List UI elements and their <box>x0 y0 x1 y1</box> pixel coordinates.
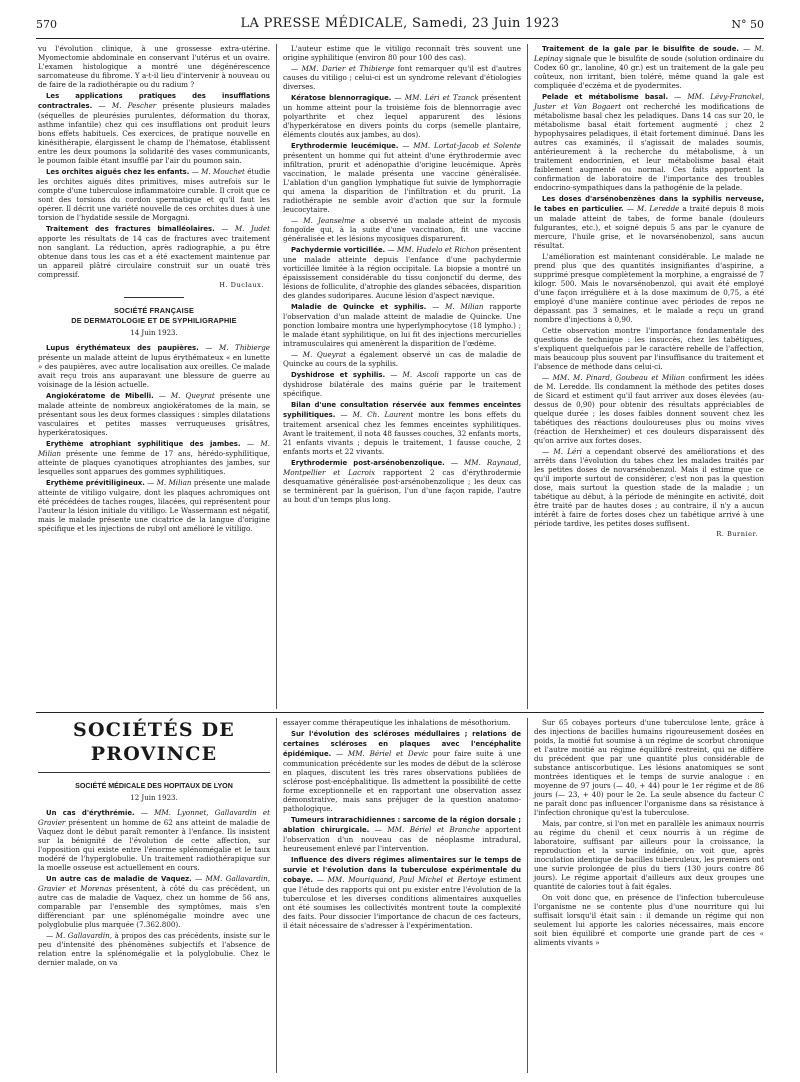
article-author: — M. Ch. Laurent <box>340 410 414 419</box>
article-title: Erythème atrophiant syphilitique des jambes. <box>46 440 241 448</box>
article-title: Un cas d'érythrémie. <box>46 809 135 817</box>
article-text: rapportent 2 cas d'érythrodermie desquamative généralisée post-arsénobenzolique ; les deux cas se terminèrent par la guérison, l'un d'une façon rapide, l'autre au bout d'un temps plus long. <box>283 468 521 504</box>
article-text: présentent un homme qui fut atteint d'une érythrodermie avec infiltration, prurit et adénopathie d'origine leucémique. Après vaccination, le malade présenta une vaccine généralisée. L'ablation d'un ganglion lymphatique fut suivie de lymphorragie qui amena la disparition de l'infiltration et du prurit. La radiothérapie ne semble avoir d'action que sur la formule leucocytaire. <box>283 151 521 214</box>
paragraph: Mais, par contre, si l'on met en parallèle les animaux nourris au régime du chenil et ceux nourris à un régime de laboratoire, suffisant par ailleurs pour la croissance, la reproduction et la survie indéfinie, on voit que, après inoculation identique de bacilles tuberculeux, les premiers ont une survie prolongée de plus du tiers (130 jours contre 86 jours). Le régime apportait d'ailleurs aux deux groupes une quantité de calories tout à fait égales. <box>534 819 764 891</box>
article <box>534 194 764 250</box>
section-title: SOCIÉTÉS DE PROVINCE <box>73 719 235 765</box>
article-author: — MM. Hudelo et Richon <box>387 245 480 254</box>
article-author: — MM. Bériel et Branche <box>374 825 480 834</box>
column-divider <box>527 44 528 709</box>
issue-number: N° 50 <box>731 18 764 31</box>
article-title: Influence des divers régimes alimentaires sur le temps de survie et l'évolution dans la tuberculose expérimentale du cobaye. <box>283 856 521 884</box>
article-author: — M. Milian <box>38 439 270 458</box>
column-6 <box>534 718 764 949</box>
article <box>38 478 270 533</box>
article-author: — M. Ascoli <box>390 370 439 379</box>
article-author: — MM. Léri et Tzanck <box>394 93 479 102</box>
paragraph: Sur 65 cobayes porteurs d'une tuberculose lente, grâce à des injections de bacilles humains rigoureusement dosées en poids, la moitié fut soumise à un régime de scorbut chronique et l'autre moitié au régime équilibré restreint, qui ne diffère du précédent que par une quantité plus considérable de substance antiscorbutique. Les lésions anatomiques se sont montrées identiques et le temps de survie analogue : en moyenne de 97 jours (— 40, + 44) pour le 1er régime et de 86 jours (— 23, + 40) pour le 2e. La seule absence du facteur C ne paraît donc pas influencer l'organisme dans sa résistance à l'infection chronique qu'est la tuberculose. <box>534 718 764 817</box>
article <box>38 808 270 872</box>
article-author: — M. Mouchet <box>191 167 245 176</box>
article-text: pour faire suite à une communication précédente sur les modes de début de la sclérose en plaques, discutent les très rares observations publiées de sclérose post-encéphalitique. Ils admettent la possibilité de cette forme exceptionnelle et en rapportant une observation assez démonstrative, mais sans préjuger de la question anatomo-pathologique. <box>283 749 521 813</box>
article <box>38 439 270 476</box>
session-date: 12 Juin 1923. <box>130 794 178 802</box>
article-title: Traitement de la gale par le bisulfite de soude. <box>542 45 739 53</box>
article-author: — M. Jeanselme <box>291 216 356 225</box>
article <box>38 343 270 389</box>
article-author: — M. Judet <box>221 224 270 233</box>
session-date: 14 Juin 1923. <box>130 329 178 337</box>
society-title: SOCIÉTÉ MÉDICALE DES HOPITAUX DE LYON <box>75 782 233 790</box>
title-rule <box>38 772 270 773</box>
article-title: Kératose blennorragique. <box>291 94 392 102</box>
article-text: montre les bons effets du traitement arsenical chez les femmes enceintes syphilitiques. Avant le traitement, il nota 48 fausses couches, 32 enfants morts, 21 enfants vivants ; depuis le traitement, 1 fausse couche, 2 enfants morts et 22 vivants. <box>283 410 521 456</box>
article-title: Erythrodermie leucémique. <box>291 142 399 150</box>
article <box>283 245 521 300</box>
article-text: ont recherché les modifications de métabolisme basal chez les peladiques. Dans 14 cas sur 20, le métabolisme basal était fortement augmenté ; chez 2 hypophysaires peladiques, il était fortement diminué. Dans les autres cas examinés, il s'agissait de malades soumis, antérieurement à la recherche du métabolisme, à un traitement endocrinien, et leur métabolisme basal était faiblement augmenté ou normal. Ces faits apportent la confirmation de laboratoire de l'importance des troubles endocrino-sympathiques dans la pathogénie de la pelade. <box>534 102 764 192</box>
article-text: rapporte l'observation d'un malade atteint de maladie de Quincke. Une ponction lombaire montra une hyperlymphocytose (18 lympho.) ; le malade étant syphilitique, on lui fit des injections mercurielles intramusculaires qui amenèrent la disparition de l'œdème. <box>283 302 521 348</box>
article-author: — MM. Lortat-Jacob et Solente <box>402 141 521 150</box>
article-title: Pelade et métabolisme basal. <box>542 93 669 101</box>
article <box>283 350 521 368</box>
article-author: — MM. Lyonnet, Gallavardin et Gravier <box>38 808 270 827</box>
article-author: — M. Milian <box>147 478 192 487</box>
article-title: Sur l'évolution des scléroses médullaires ; relations de certaines scléroses en plaques avec l'encéphalite épidémique. <box>283 730 521 758</box>
article-author: — MM. M. Pinard, Goubeau et Milian <box>542 373 685 382</box>
article-text: à propos des cas précédents, insiste sur le peu d'intensité des phénomènes subjectifs et l'absence de relation entre la splénomégalie et la polyglobulie. Chez le dernier malade, on va <box>38 931 271 967</box>
article <box>38 91 270 165</box>
article <box>283 400 521 456</box>
article-text: présente une malade atteinte de vitiligo vulgaire, dont les plaques achromiques ont été précédées de taches rouges, lilacées, qui représentent pour l'auteur la lésion initiale du vitiligo. Le Wassermann est négatif, mais le malade présente une cicatrice de la langue d'origine spécifique et les injections de rubyl ont amélioré le vitiligo. <box>38 478 270 533</box>
article-author: — M. Queyrat <box>158 391 215 400</box>
article-text: présente un malade atteint de lupus érythémateux « en lunette » des paupières, avec autre localisation aux oreilles. Ce malade avait reçu trois ans auparavant une blessure de guerre au voisinage de la lésion actuelle. <box>38 353 270 389</box>
article <box>38 224 270 279</box>
article-title: Les orchites aiguës chez les enfants. <box>46 168 190 176</box>
article-text: font remarquer qu'il est d'autres causes du vitiligo ; celui-ci est un syndrome relevant d'étiologies diverses. <box>283 64 522 91</box>
article-title: Traitement des fractures bimalléolaires. <box>46 225 215 233</box>
section-rule <box>124 297 184 298</box>
article-author: — M. Thibierge <box>205 343 270 352</box>
article-text: a observé un malade atteint de mycosis fongoïde qui, à la suite d'une vaccination, fit une vaccine généralisée et les lésions mycosiques disparurent. <box>283 216 521 243</box>
article <box>283 458 521 504</box>
column-divider <box>276 718 277 1073</box>
paragraph: On voit donc que, en présence de l'infection tuberculeuse l'organisme ne se contente plus d'une nourriture qui lui suffisait lorsqu'il était sain : il demande un régime qui non seulement lui apporte les calories nécessaires, mais encore soit bien équilibré et comporte une grande part de ces « aliments vivants » <box>534 893 764 947</box>
article-title: Pachydermie vorticillée. <box>291 246 386 254</box>
journal-title: LA PRESSE MÉDICALE, Samedi, 23 Juin 1923 <box>240 16 560 31</box>
article-text: estiment que l'étude des rapports qui ont pu exister entre l'évolution de la tuberculose et les diverses conditions alimentaires auxquelles ont été soumises les collectivités montrent toute la complexité des faits. Pour dissocier l'importance de chacun de ces facteurs, il était nécessaire de s'adresser à l'expérimentation. <box>283 875 521 930</box>
article-text: a également observé un cas de maladie de Quincke au cours de la syphilis. <box>283 350 521 368</box>
article-author: — M. Gallavardin, <box>46 931 112 940</box>
article-author: — MM. Bériel et Devic <box>336 749 429 758</box>
article-author: — M. Milian <box>432 302 484 311</box>
article-text: confirment les idées de M. Leredde. Ils condamnent la méthode des petites doses de Sicard et estiment qu'il faut arriver aux doses élevées (au-dessus de 0,90) pour obtenir des résultats appréciables de quelque durée ; les doses faibles donnent souvent chez les tabétiques des réactions douloureuses plus ou moins vives (réaction de Herxheimer) et ces douleurs disparaissent dès qu'on arrive aux fortes doses. <box>534 373 764 445</box>
article-author: — MM. Mouriquand, Paul Michel et Bertoye <box>316 875 486 884</box>
article <box>283 216 521 243</box>
article <box>283 815 521 853</box>
intro-paragraph: L'auteur estime que le vitiligo reconnaît très souvent une origine syphilitique (environ 80 pour 100 des cas). <box>283 44 521 62</box>
intro-paragraph: essayer comme thérapeutique les inhalations de mésothorium. <box>283 718 511 727</box>
header-rule <box>36 38 764 39</box>
article-text: a cependant observé des améliorations et des arrêts dans l'évolution du tabes chez les malades traités par les petites doses de novarsénobenzol. Mais il estime que ce qu'il importe surtout de considérer, c'est non pas la question dose, mais surtout la question stade de la maladie ; un tabétique au début, à la période de méningite en activité, doit être traité par de hautes doses ; au contraire, il n'y a aucun intérêt à faire de fortes doses chez un tabétique arrivé à une période tardive, les petites doses suffisent. <box>534 447 764 528</box>
article-text: présente plusieurs malades (séquelles de pleurésies purulentes, déformation du thorax, asthme infantile) chez qui ces insufflations ont produit leurs bons effets habituels. Ces exercices, de pratique nouvelle en kinésithérapie, élargissent le champ de l'hématose, établissent entre les deux poumons la solidarité des vases communicants, le poumon faible étant insufflé par l'air du poumon sain. <box>38 101 271 165</box>
column-divider <box>527 718 528 1073</box>
article-text: a traité depuis 8 mois un malade atteint de tabes, de forme banale (douleurs fulgurantes, etc.), et soigné depuis 5 ans par le cyanure de mercure, l'huile grise, et le novarsénobenzol, sans aucun résultat. <box>534 204 764 250</box>
section-separator <box>36 712 764 713</box>
column-divider <box>276 44 277 709</box>
column-2 <box>283 44 521 506</box>
article-text: présentent un homme de 62 ans atteint de maladie de Vaquez dont le début paraît remonter à l'enfance. Ils insistent sur la bénignité de l'évolution de cette affection, sur l'opposition qui existe entre l'énorme splénomégalie et le taux modéré de l'hyperglobulie. Un traitement radiothérapique sur la moelle osseuse est actuellement en cours. <box>38 818 270 872</box>
article <box>283 729 521 813</box>
article-text: présentent une malade atteinte depuis l'enfance d'une pachydermie vorticillée limitée à la région occipitale. La biopsie a montré un épaississement considérable du tissu conjonctif du derme, des lésions de folliculite, d'atrophie des glandes sébacées, disparition des glandes sudoripares. Aucune lésion d'aspect nævique. <box>283 245 522 300</box>
signature: R. Burnier. <box>716 530 758 538</box>
article-title: Dyshidrose et syphilis. <box>291 371 386 379</box>
article <box>534 44 764 90</box>
society-title: SOCIÉTÉ FRANÇAISE <box>113 306 195 315</box>
article-title: Les applications pratiques des insufflations contractrales. <box>38 92 270 110</box>
article-title: Tumeurs intrarachidiennes : sarcome de la région dorsale ; ablation chirurgicale. <box>283 816 521 834</box>
column-3 <box>534 44 764 541</box>
column-4 <box>38 716 270 969</box>
article <box>283 141 521 214</box>
intro-paragraph: vu l'évolution clinique, à une grossesse extra-utérine. Myomectomie abdominale en conservant l'utérus et un ovaire. L'examen histologique a montré une dégénérescence sarcomateuse du fibrome. Y a-t-il lieu d'intervenir à nouveau ou de faire de la radiothérapie ou du radium ? <box>38 44 270 89</box>
article <box>38 167 270 222</box>
article-title: Angiokératome de Mibelli. <box>46 392 154 400</box>
article <box>38 391 270 437</box>
article-author: — M. Lepinay <box>534 44 764 63</box>
article-text: présentent, à côté du cas précédent, un autre cas de maladie de Vaquez, chez un homme de 56 ans, comparable par l'ensemble des symptômes, mais s'en différenciant par une splénomégalie moindre avec une polyglobulie plus marquée (7.362.800). <box>38 884 270 929</box>
article-text: apporte les résultats de 14 cas de fractures avec traitement non sanglant. La réduction, après radiographie, a pu être obtenue dans tous les cas et a été exactement maintenue par un appareil plâtré circulaire construit sur un ouaté très compressif. <box>38 234 270 279</box>
article-author: — M. Queyrat <box>291 350 347 359</box>
article <box>283 302 521 348</box>
column-1 <box>38 44 270 535</box>
article-text: présentent un homme atteint pour la troisième fois de blennorragie avec polyarthrite et chez lequel apparurent des lésions d'hyperkératose en divers points du corps (semelle plantaire, éléments cloutés aux jambes, au dos). <box>283 93 521 139</box>
article <box>283 64 521 91</box>
article-author: — MM. Lévy-Franckel, Juster et Van Bogaert <box>534 92 764 111</box>
article-author: — M. Pescher <box>98 101 157 110</box>
article-text: présente une malade atteinte de nombreux angiokératomes de la main, se présentant sous les deux formes classiques : simples dilatations vasculaires et petites masses verruqueuses grisâtres, hyperkératosiques. <box>38 391 270 437</box>
article-text: signale que le bisulfite de soude (solution ordinaire du Codex 60 gr., lanoline, 40 gr.) est un traitement de la gale peu coûteux, non irritant, bien toléré, même quand la gale est compliquée d'eczéma et de pyodermites. <box>534 54 764 90</box>
article-title: Un autre cas de maladie de Vaquez. <box>46 875 192 883</box>
article-title: Les doses d'arsénobenzènes dans la syphilis nerveuse, le tabes en particulier. <box>534 195 764 213</box>
paragraph: Cette observation montre l'importance fondamentale des questions de technique : les insuccès, chez les tabétiques, s'expliquent quelquefois par le caractère rebelle de l'affection, mais beaucoup plus souvent par l'insuffisance du traitement et l'absence de méthode dans celui-ci. <box>534 326 764 371</box>
article <box>534 447 764 528</box>
article <box>38 874 270 929</box>
article-title: Maladie de Quincke et syphilis. <box>291 303 427 311</box>
article <box>534 92 764 192</box>
article <box>534 373 764 445</box>
article-title: Bilan d'une consultation réservée aux femmes enceintes syphilitiques. <box>283 401 521 419</box>
article-title: Erythrodermie post-arsénobenzolique. <box>291 459 445 467</box>
article-text: étudie les orchites aiguës dites primitives, mises autrefois sur le compte d'une tuberculose inflammatoire curable. Il croit que ce sont des torsions du cordon spermatique et qu'il faut les opérer. Il décrit une variété nouvelle de ces orchites dues à une torsion de l'hydatide sessile de Morgagni. <box>38 167 270 222</box>
article-title: Erythème prévitiligineux. <box>46 479 145 487</box>
article-text: apportent l'observation d'un nouveau cas de néoplasme intradural, heureusement enlevé par l'intervention. <box>283 825 521 853</box>
article <box>283 93 521 139</box>
signature: H. Duclaux. <box>219 281 264 289</box>
article-author: — M. Leredde <box>626 204 680 213</box>
article-author: — M. Léri <box>542 447 582 456</box>
article-author: — MM. Raynaud, Montpellier et Lacroix <box>283 458 521 477</box>
page-number: 570 <box>36 18 57 31</box>
article <box>283 855 521 930</box>
paragraph: L'amélioration est maintenant considérable. Le malade ne prend plus que des quantités insignifiantes d'aspirine, a supprimé presque complètement la morphine, a engraissé de 7 kilogr. 500. Mais le novarsénobenzol, qui avait été employé d'une façon irrégulière et à la dose maximum de 0,75, a été employé d'une manière continue avec périodes de repos ne dépassant pas 3 semaines, et le malade a reçu un grand nombre d'injections à 0,90. <box>534 252 764 324</box>
article-title: Lupus érythémateux des paupières. <box>46 344 199 352</box>
article-text: rapporte un cas de dyshidrose bilatérale des mains guérie par le traitement spécifique. <box>283 370 522 398</box>
article <box>283 370 521 398</box>
society-title: DE DERMATOLOGIE ET DE SYPHILIGRAPHIE <box>71 316 237 325</box>
article-author: — MM. Darier et Thibierge <box>291 64 395 73</box>
article-text: présente une femme de 17 ans, hérédo-syphilitique, atteinte de plaques cyanotiques atrophiantes des jambes, sur lesquelles sont apparues des gommes syphilitiques. <box>38 449 270 476</box>
page-header <box>36 14 764 36</box>
column-5 <box>283 718 521 932</box>
article <box>38 931 270 967</box>
article-author: — MM. Gallavardin, Gravier et Morenas <box>38 874 270 893</box>
